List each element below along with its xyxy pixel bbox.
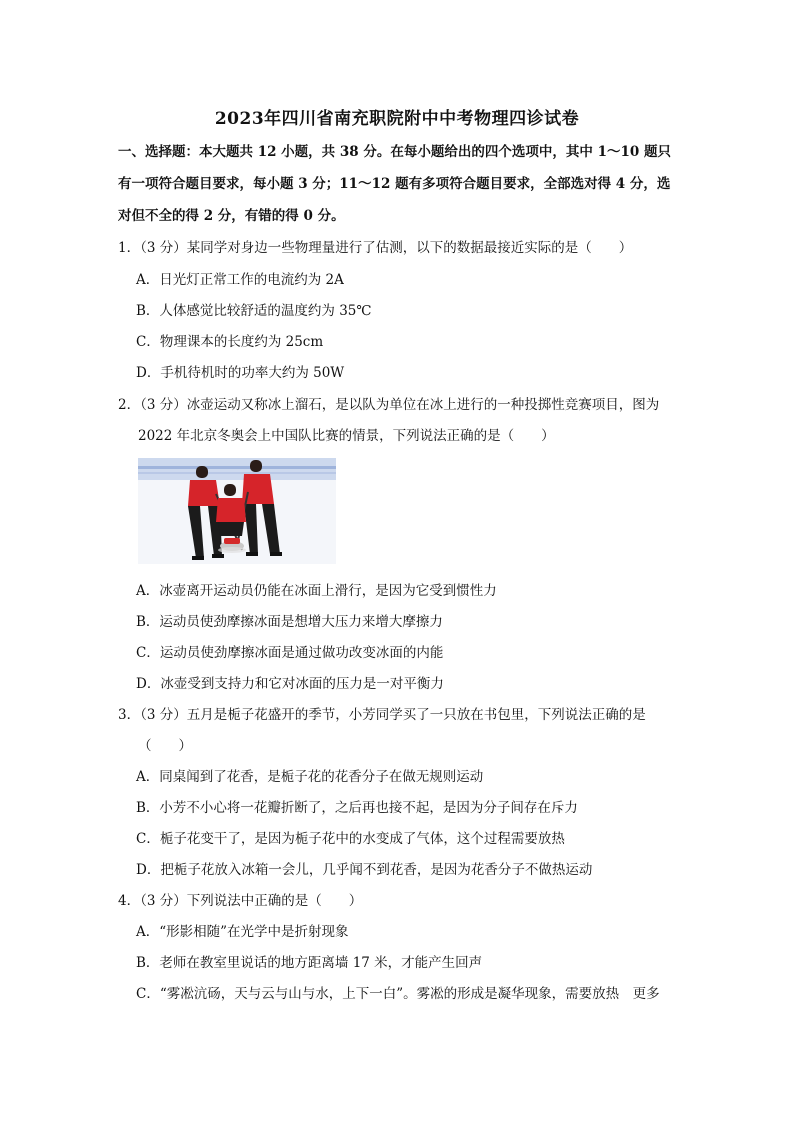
question-4-option-c: C．“雾凇沆砀，天与云与山与水，上下一白”。雾凇的形成是凝华现象，需要放热 更多 [136,986,660,1002]
question-3-option-c: C．栀子花变干了，是因为栀子花中的水变成了气体，这个过程需要放热 [136,831,565,847]
question-1-option-b: B．人体感觉比较舒适的温度约为 35℃ [136,303,372,319]
question-1-option-c: C．物理课本的长度约为 25cm [136,334,324,350]
section-instruction-line-2: 有一项符合题目要求，每小题 3 分；11～12 题有多项符合题目要求，全部选对得 4 分，选 [118,176,671,192]
question-2-option-c: C．运动员使劲摩擦冰面是通过做功改变冰面的内能 [136,645,444,661]
page-title: 2023年四川省南充职院附中中考物理四诊试卷 [214,109,580,129]
question-2-stem-line-1: 2．（3 分）冰壶运动又称冰上溜石，是以队为单位在冰上进行的一种投掷性竞赛项目，图为 [118,397,660,413]
question-4-stem: 4．（3 分）下列说法中正确的是（ ） [118,893,363,909]
question-2-option-d: D．冰壶受到支持力和它对冰面的压力是一对平衡力 [136,676,444,692]
question-2-option-a: A．冰壶离开运动员仍能在冰面上滑行，是因为它受到惯性力 [136,583,497,599]
question-3-option-b: B．小芳不小心将一花瓣折断了，之后再也接不起，是因为分子间存在斥力 [136,800,578,816]
question-3-option-d: D．把栀子花放入冰箱一会儿，几乎闻不到花香，是因为花香分子不做热运动 [136,862,593,878]
question-1-option-d: D．手机待机时的功率大约为 50W [136,365,345,381]
question-1-option-a: A．日光灯正常工作的电流约为 2A [136,272,344,288]
question-3-option-a: A．同桌闻到了花香，是栀子花的花香分子在做无规则运动 [136,769,484,785]
question-4-option-a: A．“形影相随”在光学中是折射现象 [136,924,349,940]
question-1-stem: 1．（3 分）某同学对身边一些物理量进行了估测，以下的数据最接近实际的是（ ） [118,240,633,256]
section-instruction-line-3: 对但不全的得 2 分，有错的得 0 分。 [118,208,345,224]
question-4-option-b: B．老师在教室里说话的地方距离墙 17 米，才能产生回声 [136,955,483,971]
question-3-stem-line-2: （ ） [138,738,192,754]
question-2-stem-line-2: 2022 年北京冬奥会上中国队比赛的情景，下列说法正确的是（ ） [138,428,555,444]
curling-photo-icon [138,458,336,564]
question-3-stem-line-1: 3．（3 分）五月是栀子花盛开的季节，小芳同学买了一只放在书包里，下列说法正确的是 [118,707,646,723]
section-instruction-line-1: 一、选择题：本大题共 12 小题，共 38 分。在每小题给出的四个选项中，其中 1～10 题只 [118,144,671,160]
question-2-option-b: B．运动员使劲摩擦冰面是想增大压力来增大摩擦力 [136,614,443,630]
